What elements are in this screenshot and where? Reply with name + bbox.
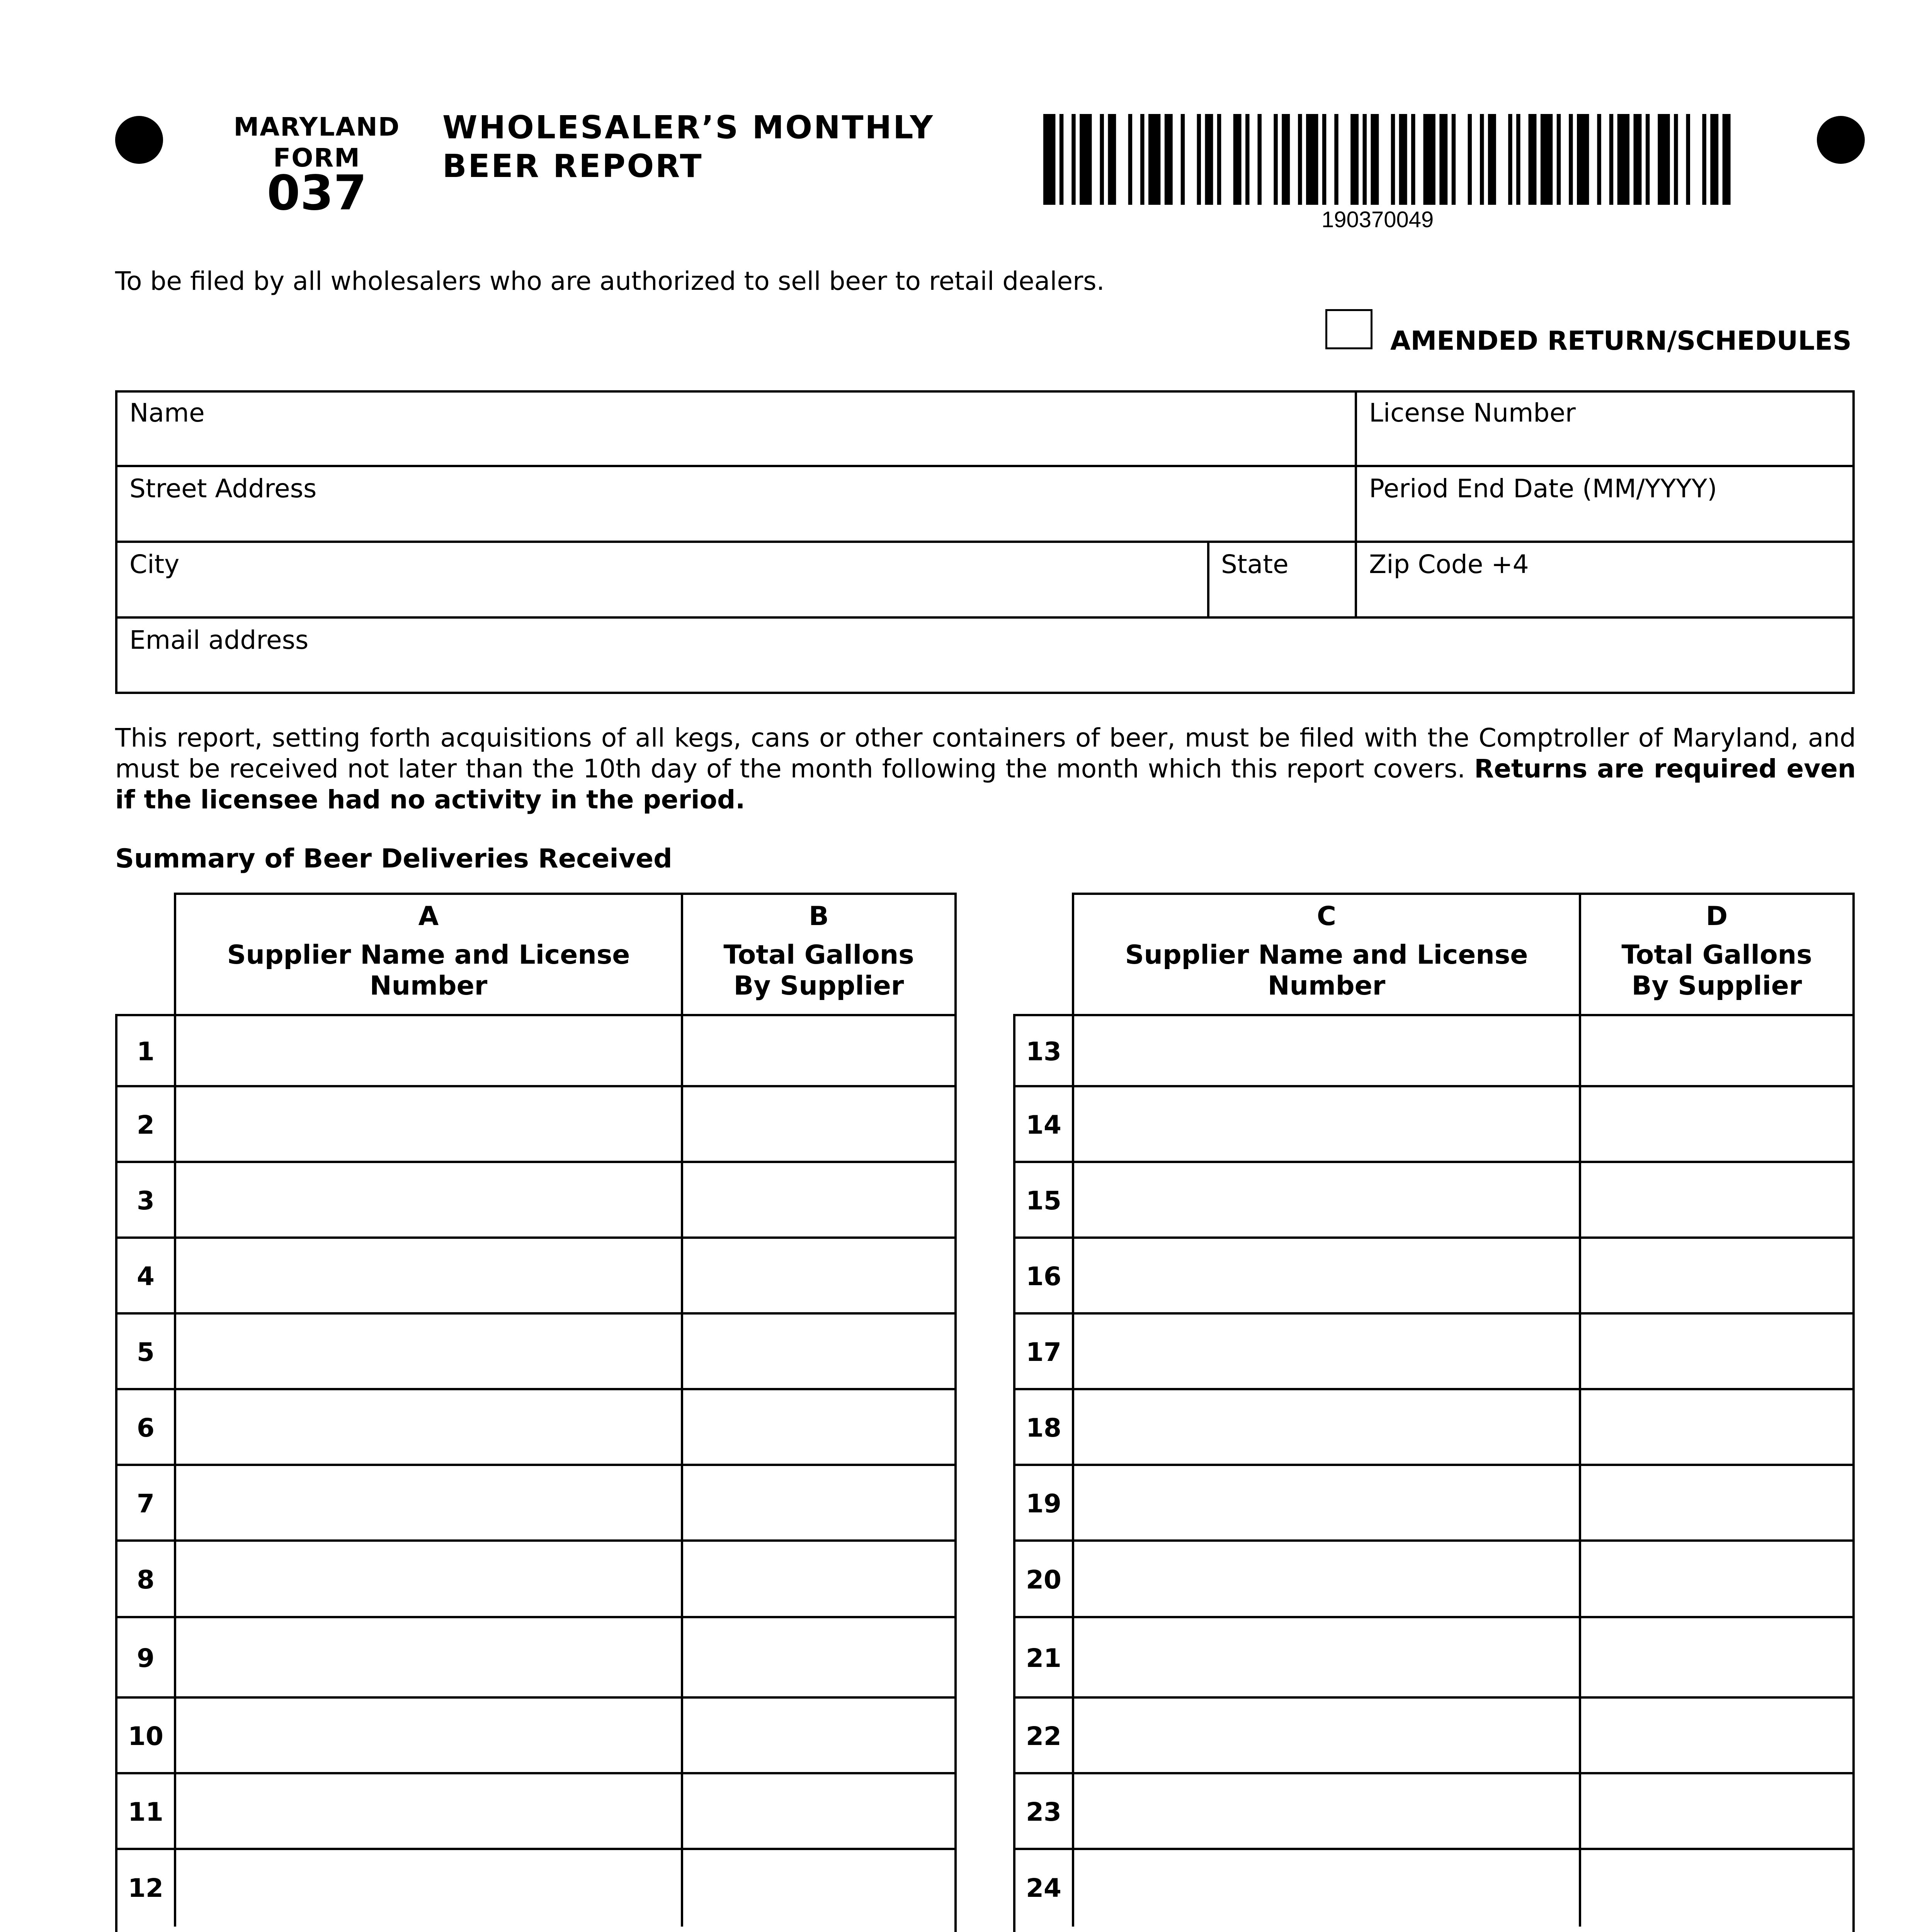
barcode-bar — [1274, 114, 1277, 205]
barcode-bar — [1439, 114, 1447, 205]
total-gallons-cell[interactable] — [1579, 1466, 1852, 1539]
row-number: 7 — [137, 1489, 155, 1519]
table-row — [117, 1239, 954, 1315]
total-gallons-cell[interactable] — [1579, 1542, 1852, 1616]
supplier-name-license-cell[interactable] — [174, 1699, 681, 1772]
barcode-bar — [1350, 114, 1359, 205]
total-gallons-cell[interactable] — [681, 1016, 954, 1085]
row-number: 9 — [137, 1643, 155, 1673]
table-row — [117, 1699, 954, 1774]
table-row — [117, 1466, 954, 1542]
supplier-name-license-cell[interactable] — [1072, 1618, 1579, 1696]
barcode-bar — [1100, 114, 1104, 205]
row-number: 1 — [137, 1037, 155, 1066]
total-gallons-cell[interactable] — [1579, 1699, 1852, 1772]
total-gallons-cell[interactable] — [681, 1774, 954, 1848]
row-number: 21 — [1026, 1643, 1061, 1673]
table-row — [117, 1016, 954, 1087]
total-gallons-cell[interactable] — [681, 1239, 954, 1312]
email-label: Email address — [129, 625, 309, 655]
barcode-bar — [1371, 114, 1379, 205]
table-row — [1015, 1618, 1852, 1699]
supplier-name-license-cell[interactable] — [174, 1315, 681, 1388]
supplier-name-license-cell[interactable] — [1072, 1016, 1579, 1085]
table-row — [1015, 1542, 1852, 1618]
barcode-bar — [1488, 114, 1496, 205]
supplier-name-license-cell[interactable] — [174, 1774, 681, 1848]
summary-title: Summary of Beer Deliveries Received — [115, 844, 672, 874]
barcode-bar — [1282, 114, 1290, 205]
table-row — [117, 1315, 954, 1390]
supplier-name-license-cell[interactable] — [174, 1163, 681, 1236]
barcode-bar — [1702, 114, 1706, 205]
total-gallons-cell[interactable] — [1579, 1390, 1852, 1464]
supplier-name-license-cell[interactable] — [174, 1016, 681, 1085]
row-number: 18 — [1026, 1413, 1061, 1443]
total-gallons-cell[interactable] — [681, 1087, 954, 1161]
barcode-bar — [1658, 114, 1670, 205]
form-word-label: FORM — [273, 143, 361, 173]
barcode-bar — [1043, 114, 1055, 205]
row-number: 15 — [1026, 1186, 1061, 1216]
supplier-name-license-cell[interactable] — [1072, 1239, 1579, 1312]
instructions-text — [115, 723, 1856, 815]
barcode-bar — [1060, 114, 1063, 205]
total-gallons-cell[interactable] — [1579, 1850, 1852, 1927]
barcode-bar — [1391, 114, 1395, 205]
barcode-bar — [1674, 114, 1678, 205]
table-row — [117, 1850, 954, 1927]
row-number: 22 — [1026, 1721, 1061, 1751]
col-a-letter: A — [418, 901, 439, 932]
intro-text: To be filed by all wholesalers who are authorized to sell beer to retail dealers. — [115, 266, 1105, 296]
total-gallons-cell[interactable] — [681, 1163, 954, 1236]
barcode-bar — [1233, 114, 1242, 205]
deliveries-table-left — [115, 893, 957, 1932]
barcode-bar — [1686, 114, 1690, 205]
row-number: 2 — [137, 1110, 155, 1140]
barcode-bar — [1634, 114, 1642, 205]
email-field[interactable] — [117, 619, 1852, 692]
supplier-name-license-cell[interactable] — [174, 1390, 681, 1464]
supplier-name-license-cell[interactable] — [174, 1542, 681, 1616]
barcode-bar — [1071, 114, 1075, 205]
registration-dot-top-left — [115, 116, 163, 164]
barcode-bar — [1080, 114, 1092, 205]
instructions-body: This report, setting forth acquisitions of all kegs, cans or other containers of beer, must be filed with the Comptroller of Maryland, and must be received not later than the 10th day of the month following the month which this report covers. — [115, 723, 1856, 784]
barcode-number: 190370049 — [1321, 207, 1434, 232]
col-a-title: Supplier Name and License Number — [227, 940, 630, 1001]
supplier-name-license-cell[interactable] — [174, 1239, 681, 1312]
total-gallons-cell[interactable] — [681, 1542, 954, 1616]
form-title-line2: BEER REPORT — [442, 148, 703, 185]
deliveries-table-right — [1013, 893, 1855, 1932]
period-end-date-field[interactable] — [1357, 467, 1852, 540]
row-number: 5 — [137, 1337, 155, 1367]
barcode-bar — [1363, 114, 1367, 205]
table-row — [1015, 1016, 1852, 1087]
state-field[interactable] — [1209, 543, 1354, 616]
barcode-bar — [1306, 114, 1318, 205]
table-row — [1015, 1239, 1852, 1315]
table-row — [117, 1542, 954, 1618]
supplier-name-license-cell[interactable] — [1072, 1163, 1579, 1236]
supplier-name-license-cell[interactable] — [1072, 1466, 1579, 1539]
table-row — [117, 1087, 954, 1163]
supplier-name-license-cell[interactable] — [174, 1850, 681, 1927]
total-gallons-cell[interactable] — [1579, 1163, 1852, 1236]
col-c-letter: C — [1317, 901, 1336, 932]
zip-field[interactable] — [1357, 543, 1852, 616]
row-number: 4 — [137, 1262, 155, 1291]
barcode-bar — [1508, 114, 1512, 205]
barcode-bar — [1569, 114, 1573, 205]
city-field[interactable] — [117, 543, 1206, 616]
supplier-name-license-cell[interactable] — [1072, 1087, 1579, 1161]
row-number: 19 — [1026, 1489, 1061, 1519]
barcode-bar — [1205, 114, 1213, 205]
barcode-bar — [1165, 114, 1173, 205]
state-label: State — [1221, 549, 1289, 579]
barcode-bar — [1541, 114, 1553, 205]
total-gallons-cell[interactable] — [1579, 1016, 1852, 1085]
table-row — [1015, 1315, 1852, 1390]
street-address-field[interactable] — [117, 467, 1354, 540]
row-number: 8 — [137, 1565, 155, 1595]
table-row — [117, 1390, 954, 1466]
supplier-name-license-cell[interactable] — [1072, 1315, 1579, 1388]
barcode-bar — [1723, 114, 1731, 205]
barcode-bar — [1334, 114, 1338, 205]
total-gallons-cell[interactable] — [681, 1466, 954, 1539]
table-row — [1015, 1850, 1852, 1927]
city-label: City — [129, 549, 180, 579]
barcode-bar — [1516, 114, 1520, 205]
table-row — [117, 1163, 954, 1239]
total-gallons-cell[interactable] — [681, 1850, 954, 1927]
barcode-bar — [1617, 114, 1629, 205]
street-address-label: Street Address — [129, 474, 317, 503]
barcode-bar — [1197, 114, 1201, 205]
barcode — [1043, 114, 1743, 205]
barcode-bar — [1423, 114, 1435, 205]
barcode-bar — [1577, 114, 1589, 205]
supplier-name-license-cell[interactable] — [1072, 1850, 1579, 1927]
supplier-name-license-cell[interactable] — [174, 1087, 681, 1161]
right-rows — [1013, 1014, 1855, 1932]
total-gallons-cell[interactable] — [1579, 1239, 1852, 1312]
amended-label: AMENDED RETURN/SCHEDULES — [1390, 326, 1852, 356]
supplier-name-license-cell[interactable] — [174, 1466, 681, 1539]
row-number: 20 — [1026, 1565, 1061, 1595]
col-b-title: Total Gallons By Supplier — [723, 940, 914, 1001]
barcode-bar — [1181, 114, 1185, 205]
table-row — [117, 1618, 954, 1699]
barcode-bar — [1258, 114, 1262, 205]
row-number: 23 — [1026, 1797, 1061, 1827]
col-d-title: Total Gallons By Supplier — [1621, 940, 1812, 1001]
table-row — [1015, 1163, 1852, 1239]
form-title-line1: WHOLESALER’S MONTHLY — [442, 109, 935, 146]
table-row — [1015, 1087, 1852, 1163]
barcode-bar — [1557, 114, 1561, 205]
period-end-date-label: Period End Date (MM/YYYY) — [1369, 474, 1717, 503]
barcode-bar — [1468, 114, 1472, 205]
row-number: 16 — [1026, 1262, 1061, 1291]
license-number-field[interactable] — [1357, 393, 1852, 464]
row-number: 3 — [137, 1186, 155, 1216]
total-gallons-cell[interactable] — [1579, 1315, 1852, 1388]
amended-checkbox[interactable] — [1325, 309, 1372, 349]
total-gallons-cell[interactable] — [681, 1315, 954, 1388]
name-label: Name — [129, 398, 205, 428]
row-number: 14 — [1026, 1110, 1061, 1140]
barcode-bar — [1108, 114, 1116, 205]
total-gallons-cell[interactable] — [1579, 1618, 1852, 1696]
barcode-bar — [1148, 114, 1160, 205]
supplier-name-license-cell[interactable] — [174, 1618, 681, 1696]
instructions-bold: Returns are required even if the licensee had no activity in the period. — [115, 754, 1856, 815]
barcode-bar — [1411, 114, 1415, 205]
registration-dot-top-right — [1817, 116, 1865, 164]
barcode-bar — [1528, 114, 1536, 205]
row-number: 13 — [1026, 1037, 1061, 1066]
row-number: 10 — [128, 1721, 163, 1751]
name-field[interactable] — [117, 393, 1354, 464]
supplier-name-license-cell[interactable] — [1072, 1699, 1579, 1772]
table-row — [1015, 1390, 1852, 1466]
barcode-bar — [1710, 114, 1718, 205]
table-row — [1015, 1699, 1852, 1774]
supplier-name-license-cell[interactable] — [1072, 1390, 1579, 1464]
barcode-bar — [1245, 114, 1249, 205]
table-row — [1015, 1774, 1852, 1850]
col-b-letter: B — [809, 901, 829, 932]
barcode-bar — [1322, 114, 1326, 205]
supplier-name-license-cell[interactable] — [1072, 1542, 1579, 1616]
left-rows — [115, 1014, 957, 1932]
row-number: 11 — [128, 1797, 163, 1827]
form-state-label: MARYLAND — [233, 112, 400, 142]
row-number: 12 — [128, 1873, 163, 1903]
barcode-bar — [1452, 114, 1456, 205]
barcode-bar — [1646, 114, 1650, 205]
row-number: 6 — [137, 1413, 155, 1443]
form-number: 037 — [267, 165, 367, 221]
total-gallons-cell[interactable] — [1579, 1087, 1852, 1161]
barcode-bar — [1399, 114, 1407, 205]
barcode-bar — [1597, 114, 1601, 205]
barcode-bar — [1128, 114, 1132, 205]
col-c-title: Supplier Name and License Number — [1125, 940, 1528, 1001]
row-number: 24 — [1026, 1873, 1061, 1903]
total-gallons-cell[interactable] — [681, 1390, 954, 1464]
total-gallons-cell[interactable] — [1579, 1774, 1852, 1848]
col-d-letter: D — [1706, 901, 1728, 932]
row-number: 17 — [1026, 1337, 1061, 1367]
barcode-bar — [1609, 114, 1613, 205]
zip-label: Zip Code +4 — [1369, 549, 1529, 579]
total-gallons-cell[interactable] — [681, 1699, 954, 1772]
barcode-bar — [1298, 114, 1302, 205]
table-row — [117, 1774, 954, 1850]
barcode-bar — [1480, 114, 1484, 205]
total-gallons-cell[interactable] — [681, 1618, 954, 1696]
table-row — [1015, 1466, 1852, 1542]
supplier-name-license-cell[interactable] — [1072, 1774, 1579, 1848]
barcode-bar — [1217, 114, 1221, 205]
barcode-bar — [1140, 114, 1144, 205]
license-number-label: License Number — [1369, 398, 1576, 428]
